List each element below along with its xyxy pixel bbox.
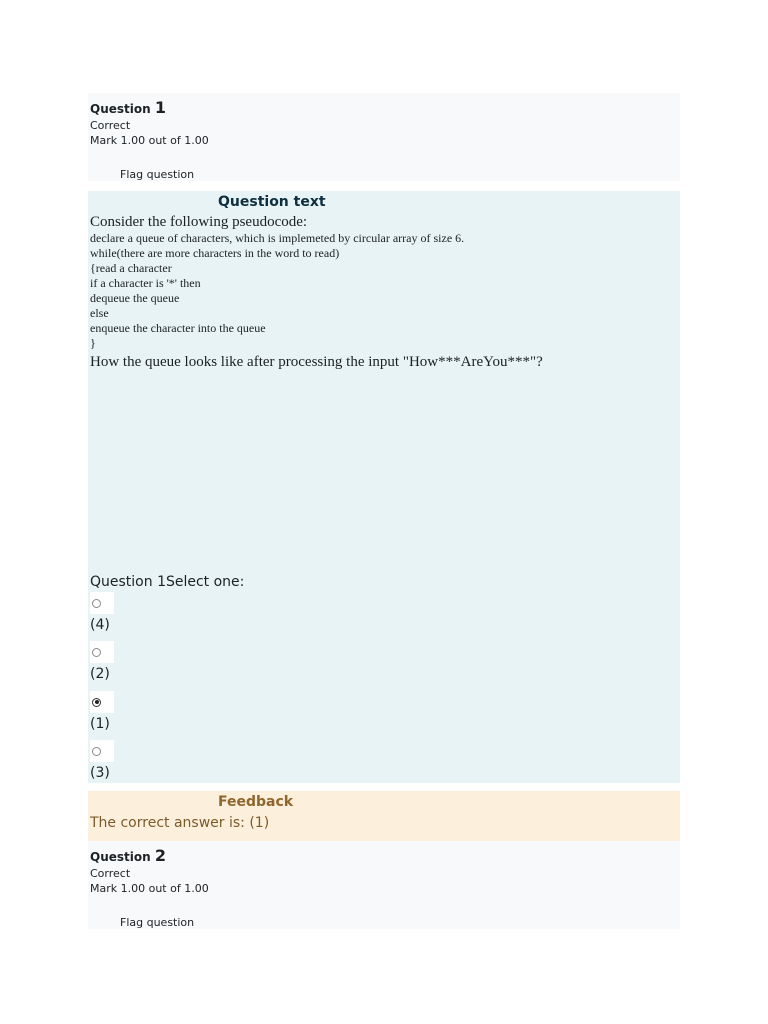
question-number [90, 99, 678, 118]
question-formulation [88, 191, 680, 783]
question-grade: Mark 1.00 out of 1.00 [90, 882, 209, 895]
radio-container[interactable] [90, 641, 114, 663]
answer-option-c[interactable] [90, 691, 114, 733]
pseudocode-line: if a character is '*' then [90, 276, 201, 290]
pseudocode-line: dequeue the queue [90, 291, 180, 305]
answer-option-b[interactable] [90, 641, 114, 683]
radio-button[interactable] [92, 599, 101, 608]
radio-container[interactable] [90, 740, 114, 762]
answer-option-label[interactable]: (2) [90, 666, 110, 682]
radio-container[interactable] [90, 592, 114, 614]
question-label: Question [90, 850, 151, 864]
question-intro: Consider the following pseudocode: [90, 214, 308, 230]
radio-button[interactable] [92, 747, 101, 756]
correct-answer-text: The correct answer is: (1) [90, 815, 270, 831]
question-text [90, 213, 678, 371]
question-number-value: 1 [154, 98, 166, 117]
pseudocode-line: } [90, 336, 96, 350]
question-label: Question [90, 102, 151, 116]
question-2-info [88, 841, 680, 929]
question-state: Correct [90, 119, 131, 132]
select-one-prompt: Question 1Select one: [90, 574, 245, 590]
radio-button-checked[interactable] [92, 698, 101, 707]
feedback-box [88, 791, 680, 841]
answer-option-label[interactable]: (1) [90, 716, 110, 732]
pseudocode-line: declare a queue of characters, which is implemeted by circular array of size 6. [90, 231, 465, 245]
radio-container[interactable] [90, 691, 114, 713]
pseudocode-line: {read a character [90, 261, 172, 275]
question-grade: Mark 1.00 out of 1.00 [90, 134, 209, 147]
answer-option-label[interactable]: (4) [90, 617, 110, 633]
question-number [90, 847, 678, 866]
pseudocode-line: enqueue the character into the queue [90, 321, 266, 335]
question-number-value: 2 [154, 846, 166, 865]
flag-question-link[interactable]: Flag question [120, 168, 195, 181]
question-text-heading: Question text [218, 194, 326, 210]
answer-option-a[interactable] [90, 592, 114, 634]
radio-button[interactable] [92, 648, 101, 657]
question-state: Correct [90, 867, 131, 880]
flag-question-link[interactable]: Flag question [120, 916, 195, 929]
question-ask: How the queue looks like after processing the input "How***AreYou***"? [90, 354, 543, 370]
pseudocode-line: while(there are more characters in the word to read) [90, 246, 340, 260]
answer-option-label[interactable]: (3) [90, 765, 110, 781]
question-1-info [88, 93, 680, 181]
answer-option-d[interactable] [90, 740, 114, 782]
pseudocode-line: else [90, 306, 109, 320]
feedback-heading: Feedback [218, 794, 294, 810]
